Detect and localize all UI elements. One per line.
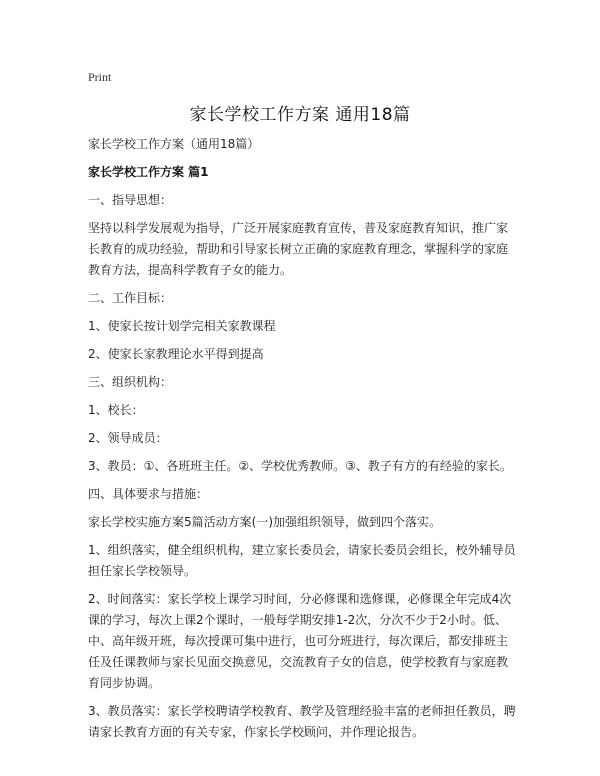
heading-organization: 三、组织机构： [88, 375, 173, 389]
org-item-leaders: 2、领导成员： [88, 431, 168, 445]
subtitle: 家长学校工作方案（通用18篇） [88, 137, 260, 151]
org-item-teachers: 3、教员：①、各班班主任。②、学校优秀教师。③、教子有方的有经验的家长。 [88, 459, 512, 473]
document-body [88, 134, 516, 750]
org-item-principal: 1、校长： [88, 403, 144, 417]
measure-item-2: 2、时间落实：家长学校上课学习时间，分必修课和选修课，必修课全年完成4次课的学习，每次上课2个课时，一般每学期安排1-2次，分次不少于2小时。低、中、高年级开班，每次授课可集中进行，也可分班进行，每次课后，都安排班主任及任课教师与家长见面交换意见，交流教育子女的信息，使学校教育与家庭教育同步协调。 [88, 592, 512, 690]
print-label: Print [88, 70, 112, 84]
requirements-intro: 家长学校实施方案5篇活动方案(一)加强组织领导，做到四个落实。 [88, 515, 442, 529]
measure-item-3: 3、教员落实：家长学校聘请学校教育、教学及管理经验丰富的老师担任教员，聘请家长教育方面的有关专家，作家长学校顾问，并作理论报告。 [88, 704, 516, 739]
paragraph-guiding-ideology: 坚持以科学发展观为指导，广泛开展家庭教育宣传，普及家庭教育知识，推广家长教育的成功经验，帮助和引导家长树立正确的家庭教育理念，掌握科学的家庭教育方法，提高科学教育子女的能力。 [88, 221, 509, 277]
measure-item-1: 1、组织落实，健全组织机构，建立家长委员会，请家长委员会组长，校外辅导员担任家长学校领导。 [88, 543, 516, 578]
page-title: 家长学校工作方案 通用18篇 [189, 105, 411, 125]
goal-item-2: 2、使家长家教理论水平得到提高 [88, 347, 264, 361]
heading-requirements: 四、具体要求与措施： [88, 487, 209, 501]
heading-work-goals: 二、工作目标： [88, 291, 173, 305]
heading-guiding-ideology: 一、指导思想： [88, 193, 173, 207]
section-heading: 家长学校工作方案 篇1 [88, 165, 209, 179]
goal-item-1: 1、使家长按计划学完相关家教课程 [88, 319, 276, 333]
